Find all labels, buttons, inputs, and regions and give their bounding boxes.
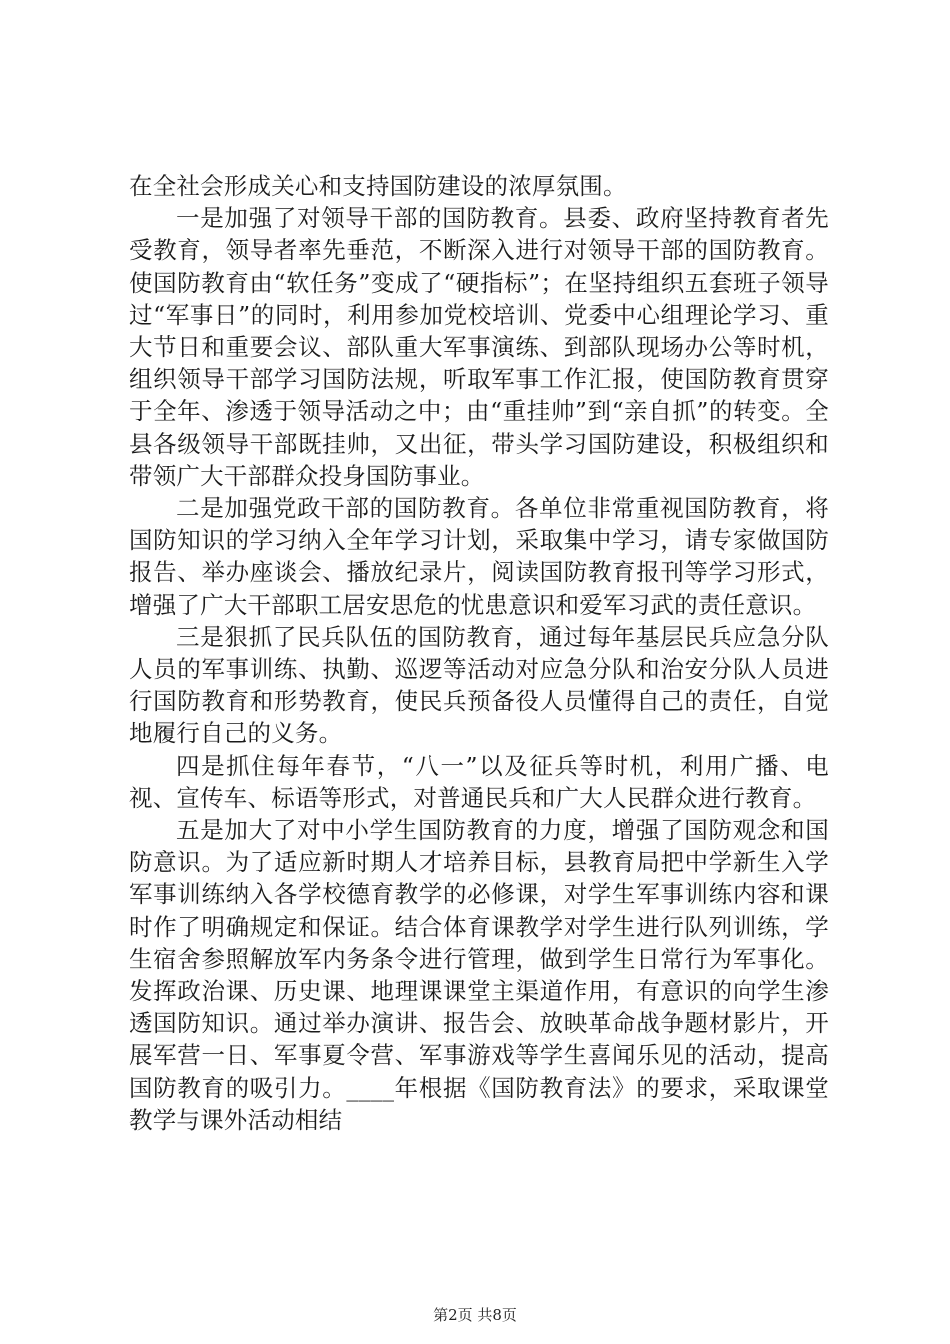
- document-body: [129, 170, 829, 1136]
- page-footer: 第2页 共8页: [433, 1306, 517, 1324]
- paragraph-2: 一是加强了对领导干部的国防教育。县委、政府坚持教育者先受教育，领导者率先垂范，不断深入进行对领导干部的国防教育。使国防教育由“软任务”变成了“硬指标”；在坚持组织五套班子领导过“军事日”的同时，利用参加党校培训、党委中心组理论学习、重大节日和重要会议、部队重大军事演练、到部队现场办公等时机，组织领导干部学习国防法规，听取军事工作汇报，使国防教育贯穿于全年、渗透于领导活动之中；由“重挂帅”到“亲自抓”的转变。全县各级领导干部既挂帅，又出征，带头学习国防建设，积极组织和带领广大干部群众投身国防事业。: [129, 204, 829, 490]
- paragraph-6: 五是加大了对中小学生国防教育的力度，增强了国防观念和国防意识。为了适应新时期人才培养目标，县教育局把中学新生入学军事训练纳入各学校德育教学的必修课，对学生军事训练内容和课时作了明确规定和保证。结合体育课教学对学生进行队列训练，学生宿舍参照解放军内务条令进行管理，做到学生日常行为军事化。发挥政治课、历史课、地理课课堂主渠道作用，有意识的向学生渗透国防知识。通过举办演讲、报告会、放映革命战争题材影片，开展军营一日、军事夏令营、军事游戏等学生喜闻乐见的活动，提高国防教育的吸引力。____年根据《国防教育法》的要求，采取课堂教学与课外活动相结: [129, 816, 829, 1134]
- paragraph-1: 在全社会形成关心和支持国防建设的浓厚氛围。: [129, 172, 627, 200]
- paragraph-5: 四是抓住每年春节，“八一”以及征兵等时机，利用广播、电视、宣传车、标语等形式，对普通民兵和广大人民群众进行教育。: [129, 751, 829, 812]
- paragraph-4: 三是狠抓了民兵队伍的国防教育，通过每年基层民兵应急分队人员的军事训练、执勤、巡逻等活动对应急分队和治安分队人员进行国防教育和形势教育，使民兵预备役人员懂得自己的责任，自觉地履行自己的义务。: [129, 622, 829, 748]
- paragraph-3: 二是加强党政干部的国防教育。各单位非常重视国防教育，将国防知识的学习纳入全年学习计划，采取集中学习，请专家做国防报告、举办座谈会、播放纪录片，阅读国防教育报刊等学习形式，增强了广大干部职工居安思危的忧患意识和爱军习武的责任意识。: [129, 494, 829, 619]
